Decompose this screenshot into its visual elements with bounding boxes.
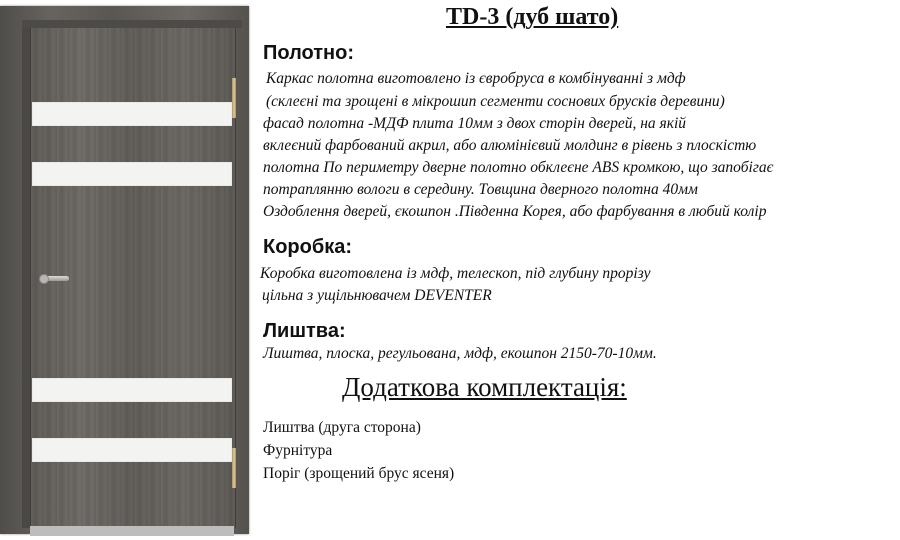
- korobka-line: цільна з ущільнювачем DEVENTER: [262, 287, 492, 304]
- polotno-line: (склеєні та зрощені в мікрошип сегменти соснових брусків деревини): [266, 93, 725, 110]
- door-bottom-edge: [30, 526, 234, 536]
- glass-insert: [32, 102, 232, 126]
- glass-insert: [32, 162, 232, 186]
- glass-insert: [32, 438, 232, 462]
- page-title: TD-3 (дуб шато): [446, 4, 619, 30]
- section-heading-korobka: Коробка:: [263, 236, 353, 258]
- polotno-line: Оздоблення дверей, єкошпон .Південна Корея, або фарбування в любий колір: [263, 203, 767, 220]
- polotno-line: вклеєний фарбований акрил, або алюмінієвий молдинг в рівень з плоскістю: [263, 137, 757, 154]
- door-frame-top: [22, 20, 242, 28]
- addon-heading: Додаткова комплектація:: [342, 372, 627, 402]
- hinge-icon: [232, 448, 236, 488]
- hinge-icon: [232, 78, 236, 118]
- polotno-line: фасад полотна -МДФ плита 10мм з двох сторін дверей, на якій: [263, 115, 687, 132]
- section-heading-polotno: Полотно:: [263, 42, 355, 64]
- polotno-line: потраплянню вологи в середину. Товщина дверного полотна 40мм: [263, 181, 698, 198]
- addon-item: Поріг (зрощений брус ясеня): [263, 465, 455, 482]
- addon-item: Фурнітура: [263, 442, 333, 459]
- korobka-line: Коробка виготовлена із мдф, телескоп, під глубину прорізу: [260, 265, 651, 282]
- door-handle-rose: [39, 274, 49, 284]
- addon-item: Лиштва (друга сторона): [263, 419, 421, 436]
- section-heading-lyshtva: Лиштва:: [263, 320, 346, 342]
- polotno-line: полотна По периметру дверне полотно обклеєне ABS кромкою, що запобігає: [263, 159, 774, 176]
- glass-insert: [32, 378, 232, 402]
- lyshtva-line: Лиштва, плоска, регульована, мдф, екошпон 2150-70-10мм.: [263, 345, 657, 362]
- polotno-line: Каркас полотна виготовлено із євробруса в комбінуванні з мдф: [266, 70, 686, 87]
- door-frame-left: [22, 28, 30, 528]
